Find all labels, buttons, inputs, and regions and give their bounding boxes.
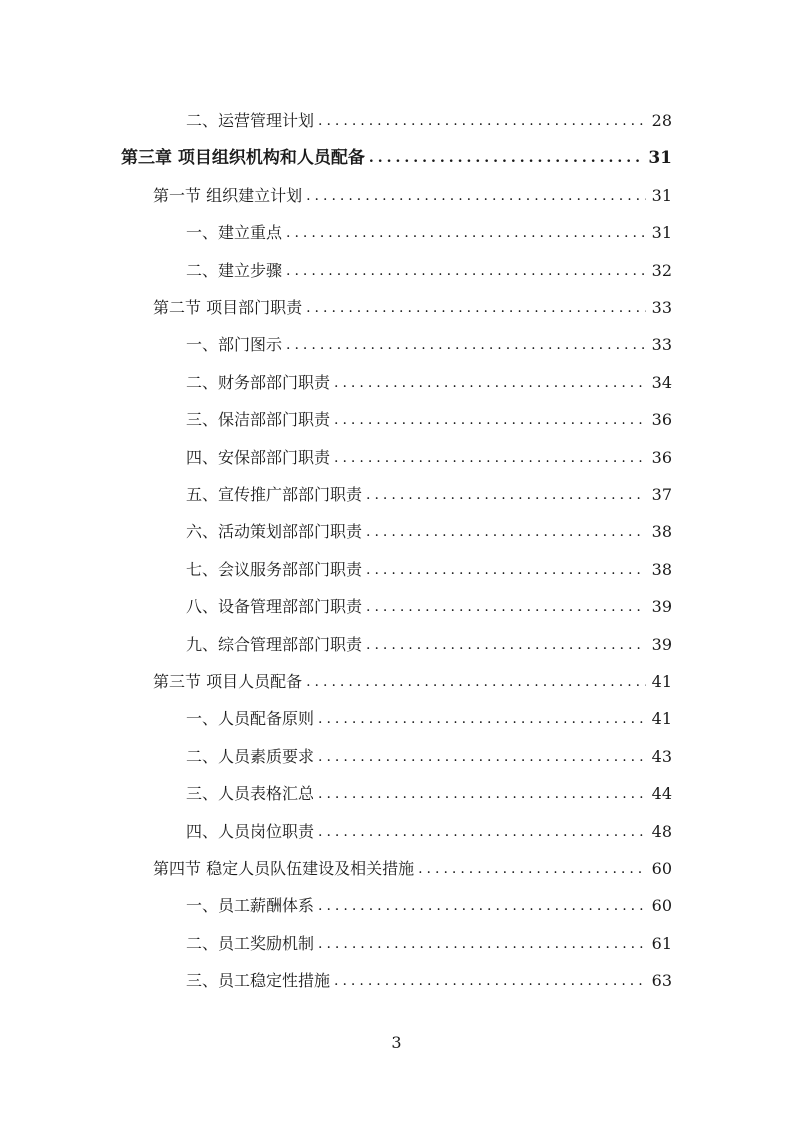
toc-entry-item[interactable] [186,330,672,356]
toc-entry-section[interactable] [153,181,672,207]
toc-entry-title: 二、人员素质要求 [186,747,315,766]
toc-entry-item[interactable] [186,704,672,730]
toc-entry-title: 第一节 组织建立计划 [153,186,303,205]
toc-entry-section[interactable] [153,293,672,319]
toc-dot-leader [286,260,646,282]
toc-entry-title: 第三节 项目人员配备 [153,672,303,691]
toc-entry-item[interactable] [186,592,672,618]
toc-entry-page-number: 33 [651,298,672,317]
toc-dot-leader [318,746,646,768]
toc-dot-leader [286,334,646,356]
toc-entry-page-number: 39 [651,597,672,616]
toc-entry-title: 第三章 项目组织机构和人员配备 [121,148,365,168]
toc-dot-leader [318,821,646,843]
toc-dot-leader [286,222,646,244]
toc-dot-leader [334,447,646,469]
toc-entry-page-number: 39 [651,635,672,654]
toc-entry-item[interactable] [186,779,672,805]
toc-entry-page-number: 38 [651,560,672,579]
toc-entry-section[interactable] [153,854,672,880]
toc-entry-title: 三、员工稳定性措施 [186,971,331,990]
toc-entry-page-number: 34 [651,373,672,392]
toc-entry-item[interactable] [186,368,672,394]
toc-entry-title: 一、建立重点 [186,223,283,242]
toc-entry-title: 二、财务部部门职责 [186,373,331,392]
toc-dot-leader [366,596,646,618]
toc-entry-page-number: 36 [651,410,672,429]
toc-entry-title: 九、综合管理部部门职责 [186,635,363,654]
toc-entry-page-number: 60 [651,859,672,878]
toc-dot-leader [366,521,646,543]
toc-entry-item[interactable] [186,929,672,955]
page-number: 3 [391,1033,402,1052]
toc-dot-leader [306,297,646,319]
toc-entry-title: 第四节 稳定人员队伍建设及相关措施 [153,859,415,878]
toc-entry-page-number: 44 [651,784,672,803]
toc-entry-title: 三、保洁部部门职责 [186,410,331,429]
toc-entry-page-number: 36 [651,448,672,467]
toc-entry-page-number: 32 [651,261,672,280]
toc-dot-leader [366,634,646,656]
toc-entry-page-number: 28 [651,111,672,130]
toc-entry-title: 一、人员配备原则 [186,709,315,728]
toc-entry-item[interactable] [186,405,672,431]
toc-entry-page-number: 63 [651,971,672,990]
toc-entry-title: 一、员工薪酬体系 [186,896,315,915]
toc-entry-page-number: 60 [651,896,672,915]
toc-entry-page-number: 48 [651,822,672,841]
toc-dot-leader [366,559,646,581]
toc-entry-item[interactable] [186,966,672,992]
toc-entry-page-number: 41 [651,709,672,728]
toc-entry-page-number: 31 [651,223,672,242]
toc-entry-title: 五、宣传推广部部门职责 [186,485,363,504]
toc-entry-page-number: 37 [651,485,672,504]
toc-entry-item[interactable] [186,256,672,282]
toc-entry-item[interactable] [186,106,672,132]
toc-entry-title: 四、人员岗位职责 [186,822,315,841]
toc-dot-leader [306,671,646,693]
toc-entry-title: 七、会议服务部部门职责 [186,560,363,579]
toc-dot-leader [418,858,646,880]
toc-entry-page-number: 61 [651,934,672,953]
toc-entry-item[interactable] [186,480,672,506]
toc-entry-item[interactable] [186,443,672,469]
toc-entry-page-number: 41 [651,672,672,691]
toc-dot-leader [334,409,646,431]
toc-dot-leader [318,708,646,730]
toc-entry-item[interactable] [186,742,672,768]
toc-entry-item[interactable] [186,817,672,843]
toc-entry-item[interactable] [186,630,672,656]
toc-entry-item[interactable] [186,218,672,244]
toc-entry-chapter[interactable] [121,143,672,169]
toc-dot-leader [318,895,646,917]
toc-entry-title: 二、员工奖励机制 [186,934,315,953]
toc-dot-leader [334,970,646,992]
toc-entry-page-number: 43 [651,747,672,766]
toc-entry-page-number: 33 [651,335,672,354]
toc-dot-leader [369,147,642,169]
toc-entry-title: 六、活动策划部部门职责 [186,522,363,541]
toc-dot-leader [334,372,646,394]
toc-entry-title: 二、建立步骤 [186,261,283,280]
toc-dot-leader [306,185,646,207]
toc-entry-title: 二、运营管理计划 [186,111,315,130]
toc-entry-page-number: 31 [648,148,672,168]
toc-entry-title: 四、安保部部门职责 [186,448,331,467]
toc-dot-leader [318,783,646,805]
toc-entry-item[interactable] [186,891,672,917]
toc-entry-title: 第二节 项目部门职责 [153,298,303,317]
toc-entry-item[interactable] [186,517,672,543]
toc-dot-leader [318,110,646,132]
toc-entry-item[interactable] [186,555,672,581]
toc-entry-page-number: 31 [651,186,672,205]
toc-entry-title: 一、部门图示 [186,335,283,354]
toc-entry-title: 八、设备管理部部门职责 [186,597,363,616]
toc-entry-title: 三、人员表格汇总 [186,784,315,803]
toc-entry-section[interactable] [153,667,672,693]
toc-entry-page-number: 38 [651,522,672,541]
toc-dot-leader [366,484,646,506]
toc-dot-leader [318,933,646,955]
